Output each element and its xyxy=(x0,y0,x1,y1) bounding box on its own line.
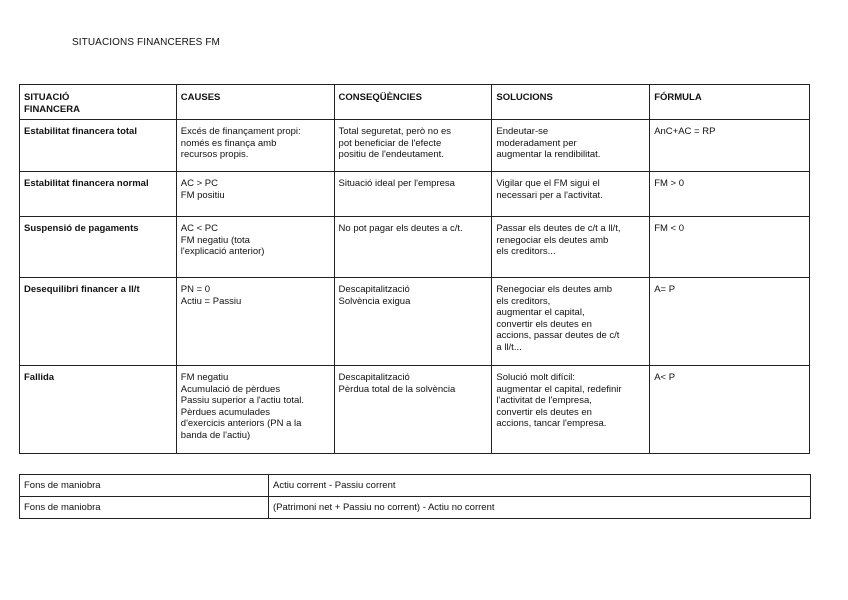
cell-situacio: Suspensió de pagaments xyxy=(20,217,177,278)
cell-consequencies: Descapitalització Pèrdua total de la solvència xyxy=(334,366,492,454)
fons-formula: (Patrimoni net + Passiu no corrent) - Actiu no corrent xyxy=(269,497,811,519)
fons-formula: Actiu corrent - Passiu corrent xyxy=(269,475,811,497)
table-row xyxy=(20,120,810,172)
fons-label: Fons de maniobra xyxy=(20,497,269,519)
cell-solucions: Passar els deutes de c/t a ll/t, renegociar els deutes amb els creditors... xyxy=(492,217,650,278)
cell-consequencies: No pot pagar els deutes a c/t. xyxy=(334,217,492,278)
table-row xyxy=(20,497,811,519)
cell-solucions: Endeutar-se moderadament per augmentar la rendibilitat. xyxy=(492,120,650,172)
cell-solucions: Solució molt difícil: augmentar el capital, redefinir l'activitat de l'empresa, convertir els deutes en accions, tancar l'empresa. xyxy=(492,366,650,454)
cell-formula: FM < 0 xyxy=(650,217,810,278)
cell-causes: FM negatiu Acumulació de pèrdues Passiu superior a l'actiu total. Pèrdues acumulades d'exercicis anteriors (PN a la banda de l'actiu) xyxy=(176,366,334,454)
cell-solucions: Renegociar els deutes amb els creditors, augmentar el capital, convertir els deutes en accions, passar deutes de c/t a ll/t... xyxy=(492,278,650,366)
cell-consequencies: Descapitalització Solvència exigua xyxy=(334,278,492,366)
cell-causes: AC > PC FM positiu xyxy=(176,172,334,217)
header-consequencies: CONSEQÜÈNCIES xyxy=(334,85,492,120)
cell-formula: A= P xyxy=(650,278,810,366)
table-row xyxy=(20,366,810,454)
cell-situacio: Estabilitat financera total xyxy=(20,120,177,172)
table-row xyxy=(20,172,810,217)
table-row xyxy=(20,217,810,278)
cell-consequencies: Situació ideal per l'empresa xyxy=(334,172,492,217)
cell-causes: AC < PC FM negatiu (tota l'explicació anterior) xyxy=(176,217,334,278)
cell-formula: A< P xyxy=(650,366,810,454)
cell-causes: Excés de finançament propi: només es finança amb recursos propis. xyxy=(176,120,334,172)
cell-formula: FM > 0 xyxy=(650,172,810,217)
fons-maniobra-table xyxy=(19,474,811,519)
header-formula: FÓRMULA xyxy=(650,85,810,120)
cell-causes: PN = 0 Actiu = Passiu xyxy=(176,278,334,366)
header-solucions: SOLUCIONS xyxy=(492,85,650,120)
cell-solucions: Vigilar que el FM sigui el necessari per a l'activitat. xyxy=(492,172,650,217)
cell-situacio: Fallida xyxy=(20,366,177,454)
cell-situacio: Desequilibri financer a ll/t xyxy=(20,278,177,366)
table-row xyxy=(20,278,810,366)
header-situacio: SITUACIÓ FINANCERA xyxy=(20,85,177,120)
fons-label: Fons de maniobra xyxy=(20,475,269,497)
cell-consequencies: Total seguretat, però no es pot beneficiar de l'efecte positiu de l'endeutament. xyxy=(334,120,492,172)
cell-situacio: Estabilitat financera normal xyxy=(20,172,177,217)
financial-situations-table xyxy=(19,84,810,454)
page-title: SITUACIONS FINANCERES FM xyxy=(72,37,220,48)
table-header-row xyxy=(20,85,810,120)
table-row xyxy=(20,475,811,497)
cell-formula: AnC+AC = RP xyxy=(650,120,810,172)
header-causes: CAUSES xyxy=(176,85,334,120)
